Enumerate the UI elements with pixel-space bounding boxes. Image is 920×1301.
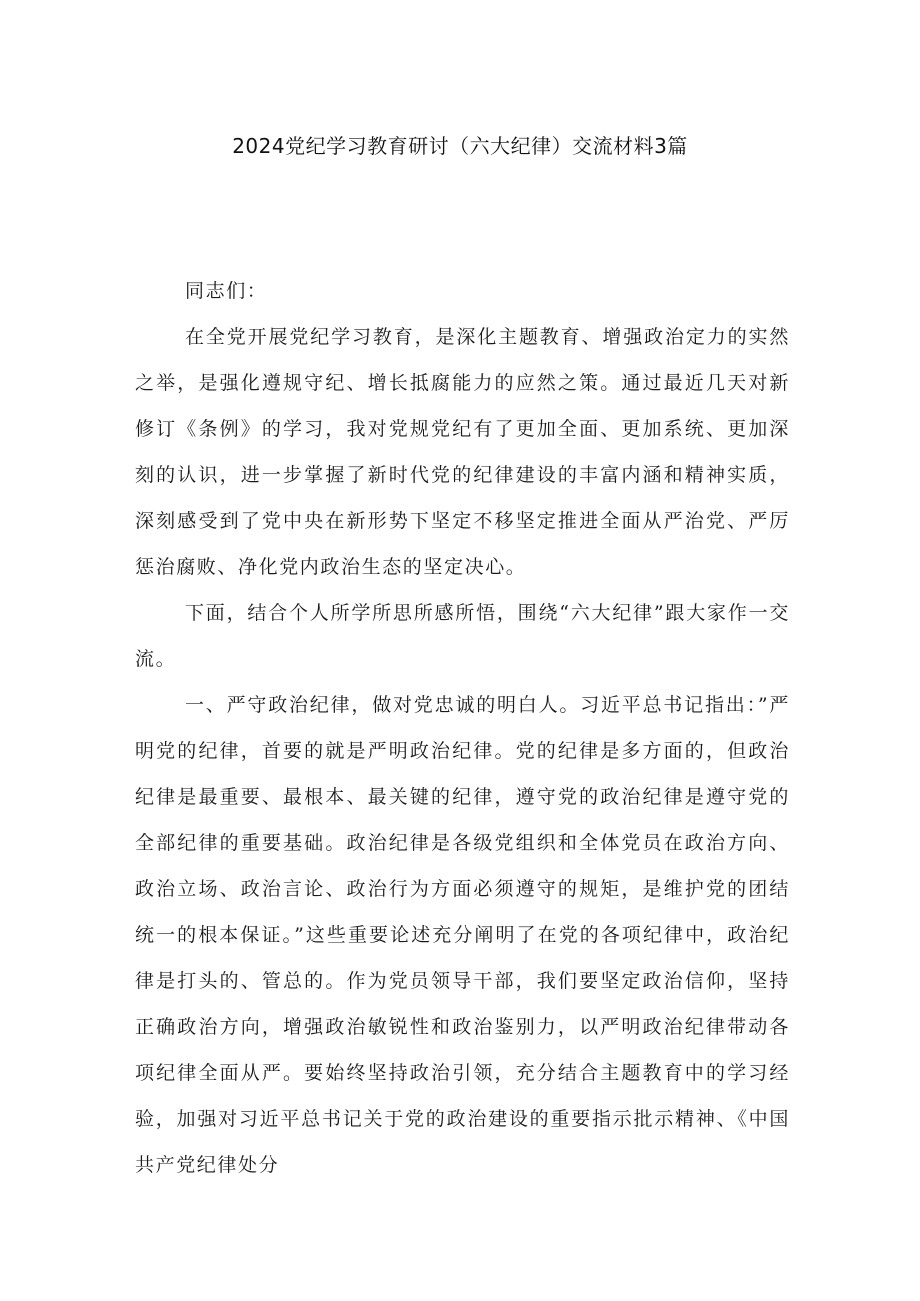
salutation: 同志们：	[185, 280, 268, 302]
document-body	[135, 268, 790, 1188]
paragraph-section-one: 一、严守政治纪律，做对党忠诚的明白人。习近平总书记指出：”严明党的纪律，首要的就是严明政治纪律。党的纪律是多方面的，但政治纪律是最重要、最根本、最关键的纪律，遵守党的政治纪律是遵守党的全部纪律的重要基础。政治纪律是各级党组织和全体党员在政治方向、政治立场、政治言论、政治行为方面必须遵守的规矩，是维护党的团结统一的根本保证。”这些重要论述充分阐明了在党的各项纪律中，政治纪律是打头的、管总的。作为党员领导干部，我们要坚定政治信仰，坚持正确政治方向，增强政治敏锐性和政治鉴别力，以严明政治纪律带动各项纪律全面从严。要始终坚持政治引领，充分结合主题教育中的学习经验，加强对习近平总书记关于党的政治建设的重要指示批示精神、《中国共产党纪律处分	[135, 694, 790, 1176]
document-title: 2024党纪学习教育研讨（六大纪律）交流材料3篇	[232, 134, 688, 158]
paragraph-intro: 在全党开展党纪学习教育，是深化主题教育、增强政治定力的实然之举，是强化遵规守纪、增长抵腐能力的应然之策。通过最近几天对新修订《条例》的学习，我对党规党纪有了更加全面、更加系统、更加深刻的认识，进一步掌握了新时代党的纪律建设的丰富内涵和精神实质，深刻感受到了党中央在新形势下坚定不移坚定推进全面从严治党、严厉惩治腐败、净化党内政治生态的坚定决心。	[135, 326, 790, 578]
paragraph-transition: 下面，结合个人所学所思所感所悟，围绕“六大纪律”跟大家作一交流。	[135, 602, 790, 670]
